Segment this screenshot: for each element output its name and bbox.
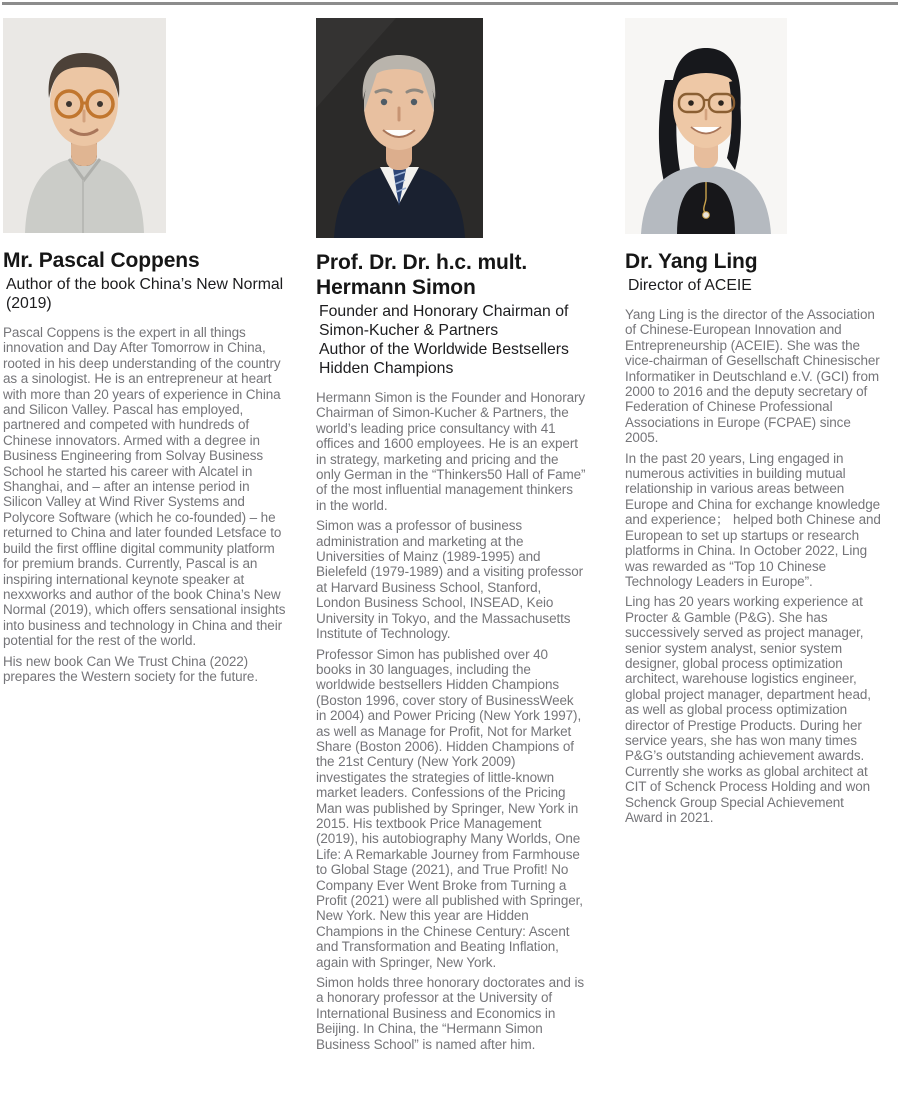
top-divider <box>2 2 898 5</box>
yang-ling-photo <box>625 18 882 239</box>
pascal-coppens-photo <box>3 18 291 238</box>
bio-paragraph: Simon was a professor of business administration and marketing at the Universities of Mainz (1989-1995) and Bielefeld (1979-1989) and a visiting professor at Harvard Business School, Stanford, London Business School, INSEAD, Keio University in Tokyo, and the Massachusetts Institute of Technology. <box>316 518 584 642</box>
speaker-name <box>3 248 291 273</box>
speaker-bio <box>625 307 882 825</box>
speaker-title-line: Author of the Worldwide Bestsellers Hidden Champions <box>319 341 569 377</box>
bio-paragraph: Hermann Simon is the Founder and Honorary Chairman of Simon-Kucher & Partners, the world’s leading price consultancy with 41 offices and 1600 employees. He is an expert in strategy, marketing and pricing and the only German in the “Thinkers50 Hall of Fame” of the most influential management thinkers in the world. <box>316 390 586 513</box>
bio-paragraph: Simon holds three honorary doctorates and is a honorary professor at the University of International Business and Economics in Beijing. In China, the “Hermann Simon Business School” is named after him. <box>316 975 585 1052</box>
pascal-coppens-portrait-art <box>3 18 166 233</box>
bio-paragraph: His new book Can We Trust China (2022) prepares the Western society for the future. <box>3 653 258 684</box>
hermann-simon-portrait-art <box>316 18 483 238</box>
bio-paragraph: Pascal Coppens is the expert in all things innovation and Day After Tomorrow in China, rooted in his deep understanding of the country as a sinologist. He is an entrepreneur at heart with more than 20 years of experience in China and Silicon Valley. Pascal has employed, partnered and competed with hundreds of Chinese innovators. Armed with a degree in Business Engineering from Solvay Business School he started his career with Alcatel in Shanghai, and – after an intense period in Silicon Valley at Wind River Systems and Polycore Software (which he co-founded) – he returned to China and later founded Letsface to build the first offline digital community platform for premium brands. Currently, Pascal is an inspiring international keynote speaker at nexxworks and author of the book China’s New Normal (2019), which offers sensational insights into business and technology in China and their potential for the rest of the world. <box>3 325 286 649</box>
hermann-simon-photo <box>316 18 586 243</box>
speaker-name-line: Mr. Pascal Coppens <box>3 249 200 272</box>
speaker-name <box>316 250 586 300</box>
speaker-title-line: Founder and Honorary Chairman of Simon-Kucher & Partners <box>319 303 569 339</box>
speaker-title-line: Director of ACEIE <box>628 277 752 294</box>
speaker-title <box>3 275 291 313</box>
profile-pascal-coppens <box>3 18 291 1057</box>
speaker-name-line: Hermann Simon <box>316 276 476 299</box>
speaker-name-line: Dr. Yang Ling <box>625 250 758 273</box>
speaker-bio <box>3 325 291 684</box>
bio-paragraph: Professor Simon has published over 40 books in 30 languages, including the worldwide bestsellers Hidden Champions (Boston 1996, cover story of BusinessWeek in 2004) and Power Pricing (New York 1997), as well as Manage for Profit, Not for Market Share (Boston 2006). Hidden Champions of the 21st Century (New York 2009) investigates the strategies of little-known market leaders. Confessions of the Pricing Man was published by Springer, New York in 2015. His textbook Price Management (2019), his autobiography Many Worlds, One Life: A Remarkable Journey from Farmhouse to Global Stage (2021), and True Profit! No Company Ever Went Broke from Turning a Profit (2021) were all published with Springer, New York. New this year are Hidden Champions in the Chinese Century: Ascent and Transformation and Beating Inflation, again with Springer, New York. <box>316 646 583 970</box>
speaker-title <box>316 302 586 378</box>
speaker-bio <box>316 390 586 1052</box>
bio-paragraph: In the past 20 years, Ling engaged in numerous activities in building mutual relationship in various areas between Europe and China for exchange knowledge and experience； helped both Chinese and European to set up startups or research platforms in China. In October 2022, Ling was rewarded as “Top 10 Chinese Technology Leaders in Europe”. <box>625 450 881 589</box>
bio-paragraph: Yang Ling is the director of the Association of Chinese-European Innovation and Entrepreneurship (ACEIE). She was the vice-chairman of Gesellschaft Chinesischer Informatiker in Deutschland e.V. (GCI) from 2000 to 2016 and the deputy secretary of Federation of Chinese Professional Associations in Europe (FCPAE) since 2005. <box>625 307 880 446</box>
profile-yang-ling <box>625 18 882 1057</box>
profile-hermann-simon <box>316 18 586 1057</box>
bio-paragraph: Ling has 20 years working experience at Procter & Gamble (P&G). She has successively served as project manager, senior system analyst, senior system designer, global process optimization architect, warehouse logistics engineer, global project manager, department head, as well as global process optimization director of Prestige Products. During her service years, she has won many times P&G’s outstanding achievement awards. Currently she works as global architect at CIT of Schenck Process Holding and won Schenck Group Special Achievement Award in 2021. <box>625 594 871 825</box>
speaker-title <box>625 276 882 295</box>
speaker-name <box>625 249 882 274</box>
speaker-name-line: Prof. Dr. Dr. h.c. mult. <box>316 251 528 274</box>
yang-ling-portrait-art <box>625 18 787 234</box>
speaker-title-line: Author of the book China’s New Normal (2019) <box>6 276 284 312</box>
